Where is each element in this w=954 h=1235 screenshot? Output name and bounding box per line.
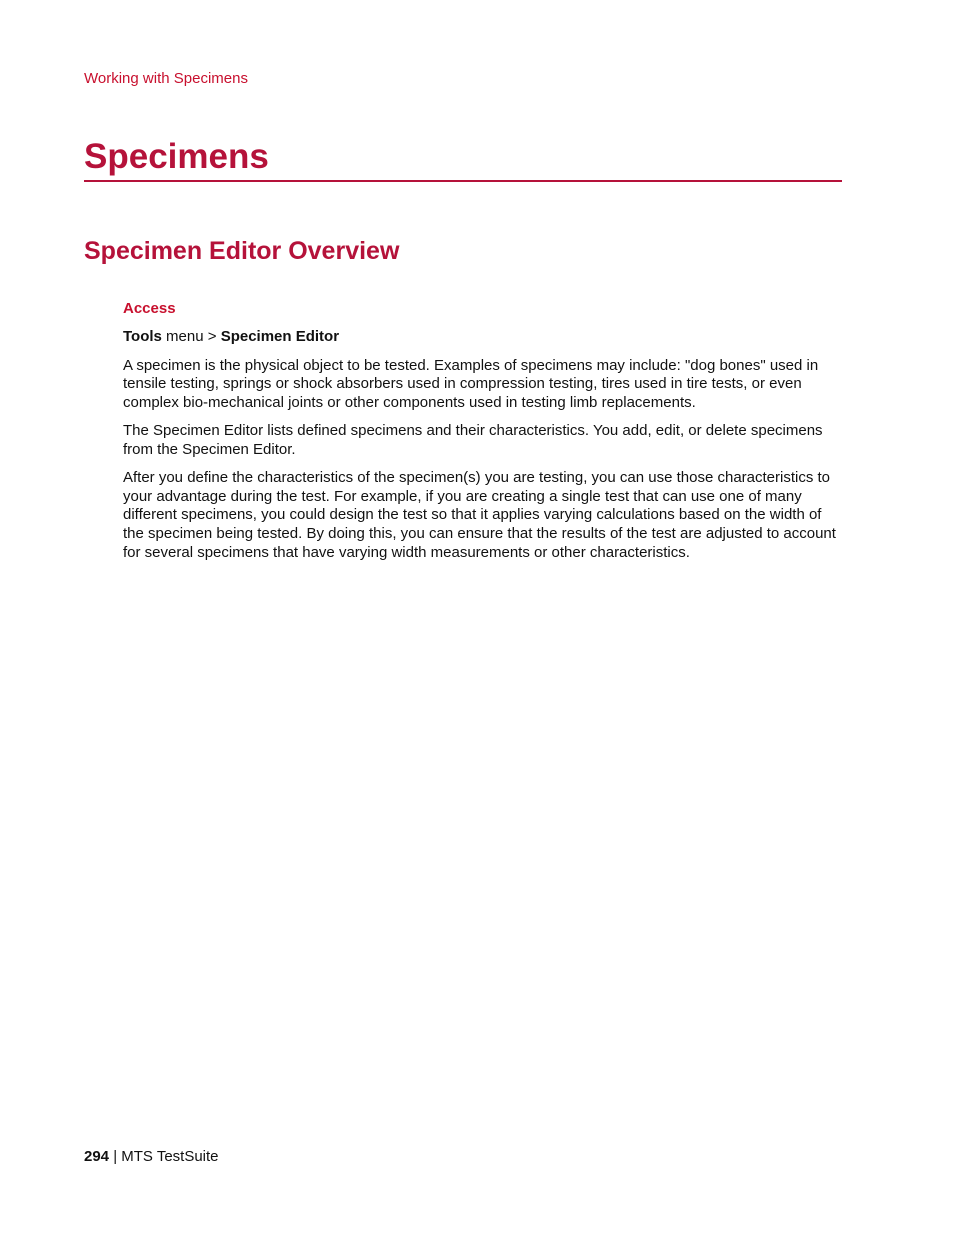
body-paragraph-1: A specimen is the physical object to be tested. Examples of specimens may include: "dog bones" used in tensile testing, springs or shock absorbers used in compression testing, tires used in tire tests, or even complex bio-mechanical joints or other components used in testing limb replacements. <box>123 356 819 411</box>
body-paragraph-3: After you define the characteristics of the specimen(s) you are testing, you can use those characteristics to your advantage during the test. For example, if you are creating a single test that can use one of many different specimens, you could design the test so that it applies varying calculations based on the width of the specimen being tested. By doing this, you can ensure that the results of the test are adjusted to account for several specimens that have varying width measurements or other characteristics. <box>123 469 836 561</box>
page-footer <box>84 1148 219 1165</box>
access-path <box>123 328 845 347</box>
access-path-menu: Tools <box>123 328 162 345</box>
chapter-title: Specimens <box>84 136 842 182</box>
access-path-item: Specimen Editor <box>220 328 340 345</box>
footer-product: MTS TestSuite <box>121 1148 219 1165</box>
section-content <box>123 300 845 572</box>
access-heading: Access <box>123 300 176 317</box>
access-path-separator: menu > <box>161 328 221 345</box>
section-title: Specimen Editor Overview <box>84 237 400 265</box>
footer-separator: | <box>109 1148 122 1165</box>
body-paragraph-2: The Specimen Editor lists defined specimens and their characteristics. You add, edit, or delete specimens from the Specimen Editor. <box>123 422 823 458</box>
page-number: 294 <box>84 1148 110 1165</box>
running-header: Working with Specimens <box>84 70 248 87</box>
